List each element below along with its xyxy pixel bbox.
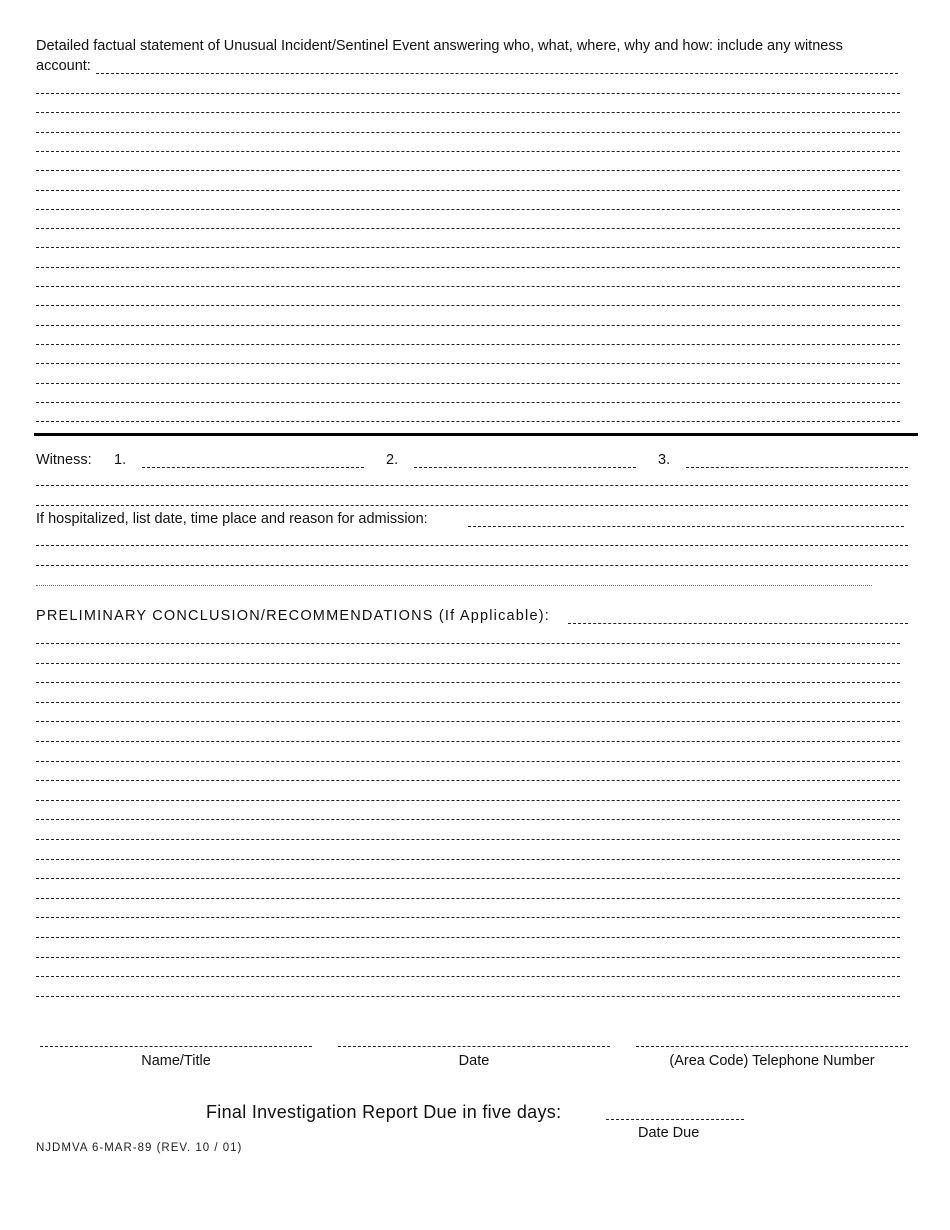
- writing-line[interactable]: [36, 721, 900, 722]
- form-id: NJDMVA 6-MAR-89 (REV. 10 / 01): [36, 1142, 243, 1154]
- writing-line[interactable]: [36, 917, 900, 918]
- witness-1-field[interactable]: [142, 467, 364, 468]
- date-label: Date: [458, 1053, 490, 1069]
- witness-number-1: 1.: [114, 452, 127, 468]
- writing-line[interactable]: [36, 761, 900, 762]
- writing-line[interactable]: [36, 702, 900, 703]
- writing-line[interactable]: [36, 663, 900, 664]
- witness-number-2: 2.: [386, 452, 399, 468]
- writing-line[interactable]: [36, 643, 900, 644]
- writing-line[interactable]: [36, 151, 900, 152]
- conclusion-first-field[interactable]: [568, 623, 908, 624]
- writing-line[interactable]: [36, 190, 900, 191]
- date-due-label: Date Due: [638, 1125, 700, 1141]
- writing-line[interactable]: [36, 402, 900, 403]
- dotted-separator: [36, 585, 872, 586]
- writing-line[interactable]: [36, 112, 900, 113]
- writing-line[interactable]: [36, 957, 900, 958]
- writing-line[interactable]: [36, 839, 900, 840]
- writing-line[interactable]: [36, 898, 900, 899]
- statement-first-line[interactable]: [96, 73, 898, 74]
- writing-line[interactable]: [36, 421, 900, 422]
- hospitalized-label: If hospitalized, list date, time place and reason for admission:: [36, 511, 428, 527]
- writing-line[interactable]: [36, 209, 900, 210]
- writing-line[interactable]: [36, 132, 900, 133]
- writing-line[interactable]: [36, 286, 900, 287]
- writing-line[interactable]: [36, 800, 900, 801]
- writing-line[interactable]: [36, 228, 900, 229]
- witness-line[interactable]: [36, 505, 908, 506]
- hospitalized-line[interactable]: [36, 545, 908, 546]
- writing-line[interactable]: [36, 819, 900, 820]
- writing-line[interactable]: [36, 976, 900, 977]
- statement-label-line1: Detailed factual statement of Unusual Incident/Sentinel Event answering who, what, where, why and how: include any witness: [36, 38, 843, 54]
- conclusion-label: PRELIMINARY CONCLUSION/RECOMMENDATIONS (If Applicable):: [36, 608, 550, 624]
- writing-line[interactable]: [36, 93, 900, 94]
- witness-line[interactable]: [36, 485, 908, 486]
- writing-line[interactable]: [36, 363, 900, 364]
- hospitalized-line[interactable]: [36, 565, 908, 566]
- name-title-field[interactable]: [40, 1046, 312, 1047]
- final-report-label: Final Investigation Report Due in five days:: [206, 1102, 562, 1122]
- date-field[interactable]: [338, 1046, 610, 1047]
- writing-line[interactable]: [36, 325, 900, 326]
- writing-line[interactable]: [36, 741, 900, 742]
- date-due-field[interactable]: [606, 1119, 744, 1120]
- section-divider: [34, 433, 918, 436]
- writing-line[interactable]: [36, 878, 900, 879]
- telephone-label: (Area Code) Telephone Number: [669, 1053, 875, 1069]
- writing-line[interactable]: [36, 247, 900, 248]
- writing-line[interactable]: [36, 305, 900, 306]
- statement-label-line2: account:: [36, 58, 91, 74]
- witness-2-field[interactable]: [414, 467, 636, 468]
- writing-line[interactable]: [36, 383, 900, 384]
- witness-label: Witness:: [36, 452, 92, 468]
- writing-line[interactable]: [36, 937, 900, 938]
- writing-line[interactable]: [36, 267, 900, 268]
- witness-3-field[interactable]: [686, 467, 908, 468]
- writing-line[interactable]: [36, 682, 900, 683]
- hospitalized-field[interactable]: [468, 526, 904, 527]
- telephone-field[interactable]: [636, 1046, 908, 1047]
- writing-line[interactable]: [36, 996, 900, 997]
- writing-line[interactable]: [36, 170, 900, 171]
- witness-number-3: 3.: [658, 452, 671, 468]
- writing-line[interactable]: [36, 780, 900, 781]
- writing-line[interactable]: [36, 344, 900, 345]
- name-title-label: Name/Title: [141, 1053, 211, 1069]
- writing-line[interactable]: [36, 859, 900, 860]
